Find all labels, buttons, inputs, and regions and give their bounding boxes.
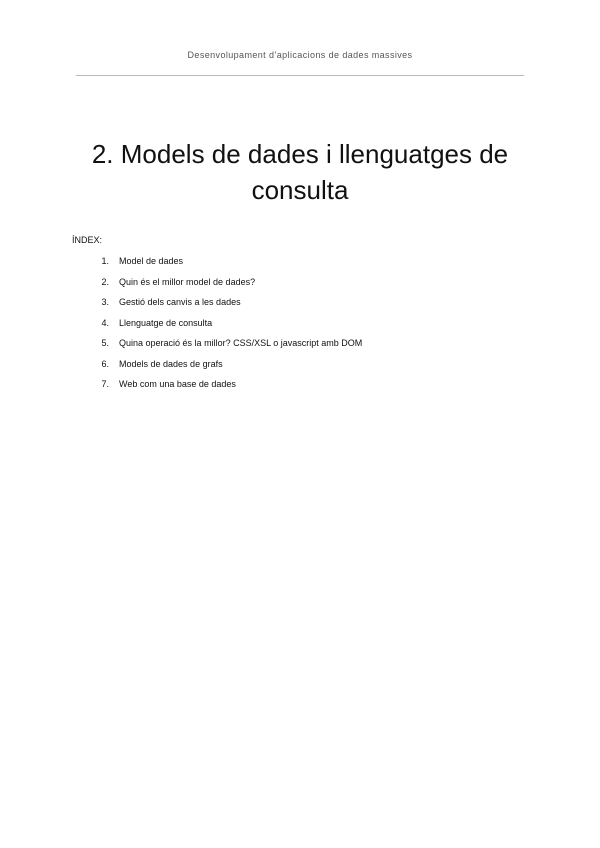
toc-item-number: 4. — [101, 317, 109, 328]
toc-item — [72, 337, 362, 358]
running-header: Desenvolupament d’aplicacions de dades massives — [187, 50, 413, 60]
table-of-contents — [72, 255, 362, 399]
header-divider — [76, 75, 524, 76]
toc-item-number: 2. — [101, 276, 109, 287]
page-title-line-1: 2. Models de dades i llenguatges de — [91, 139, 509, 169]
toc-item-text: Quin és el millor model de dades? — [119, 276, 256, 287]
toc-item — [72, 276, 362, 297]
index-label: ÍNDEX: — [72, 235, 103, 245]
page-title — [60, 136, 540, 208]
toc-item — [72, 296, 362, 317]
page-title-line-2: consulta — [251, 175, 349, 205]
toc-item — [72, 317, 362, 338]
toc-item-number: 7. — [101, 379, 109, 389]
toc-item-text: Web com una base de dades — [119, 379, 236, 389]
toc-item-number: 3. — [101, 297, 109, 307]
toc-item-text: Llenguatge de consulta — [119, 317, 213, 328]
toc-item-text: Gestió dels canvis a les dades — [119, 297, 241, 307]
toc-item-number: 5. — [101, 338, 109, 348]
toc-item-text: Models de dades de grafs — [119, 358, 223, 369]
toc-item — [72, 378, 362, 399]
toc-item-number: 6. — [101, 358, 109, 369]
toc-item-number: 1. — [101, 256, 109, 266]
toc-item-text: Model de dades — [119, 256, 184, 266]
toc-item-text: Quina operació és la millor? CSS/XSL o javascript amb DOM — [119, 338, 363, 348]
toc-item — [72, 358, 362, 379]
toc-item — [72, 255, 362, 276]
